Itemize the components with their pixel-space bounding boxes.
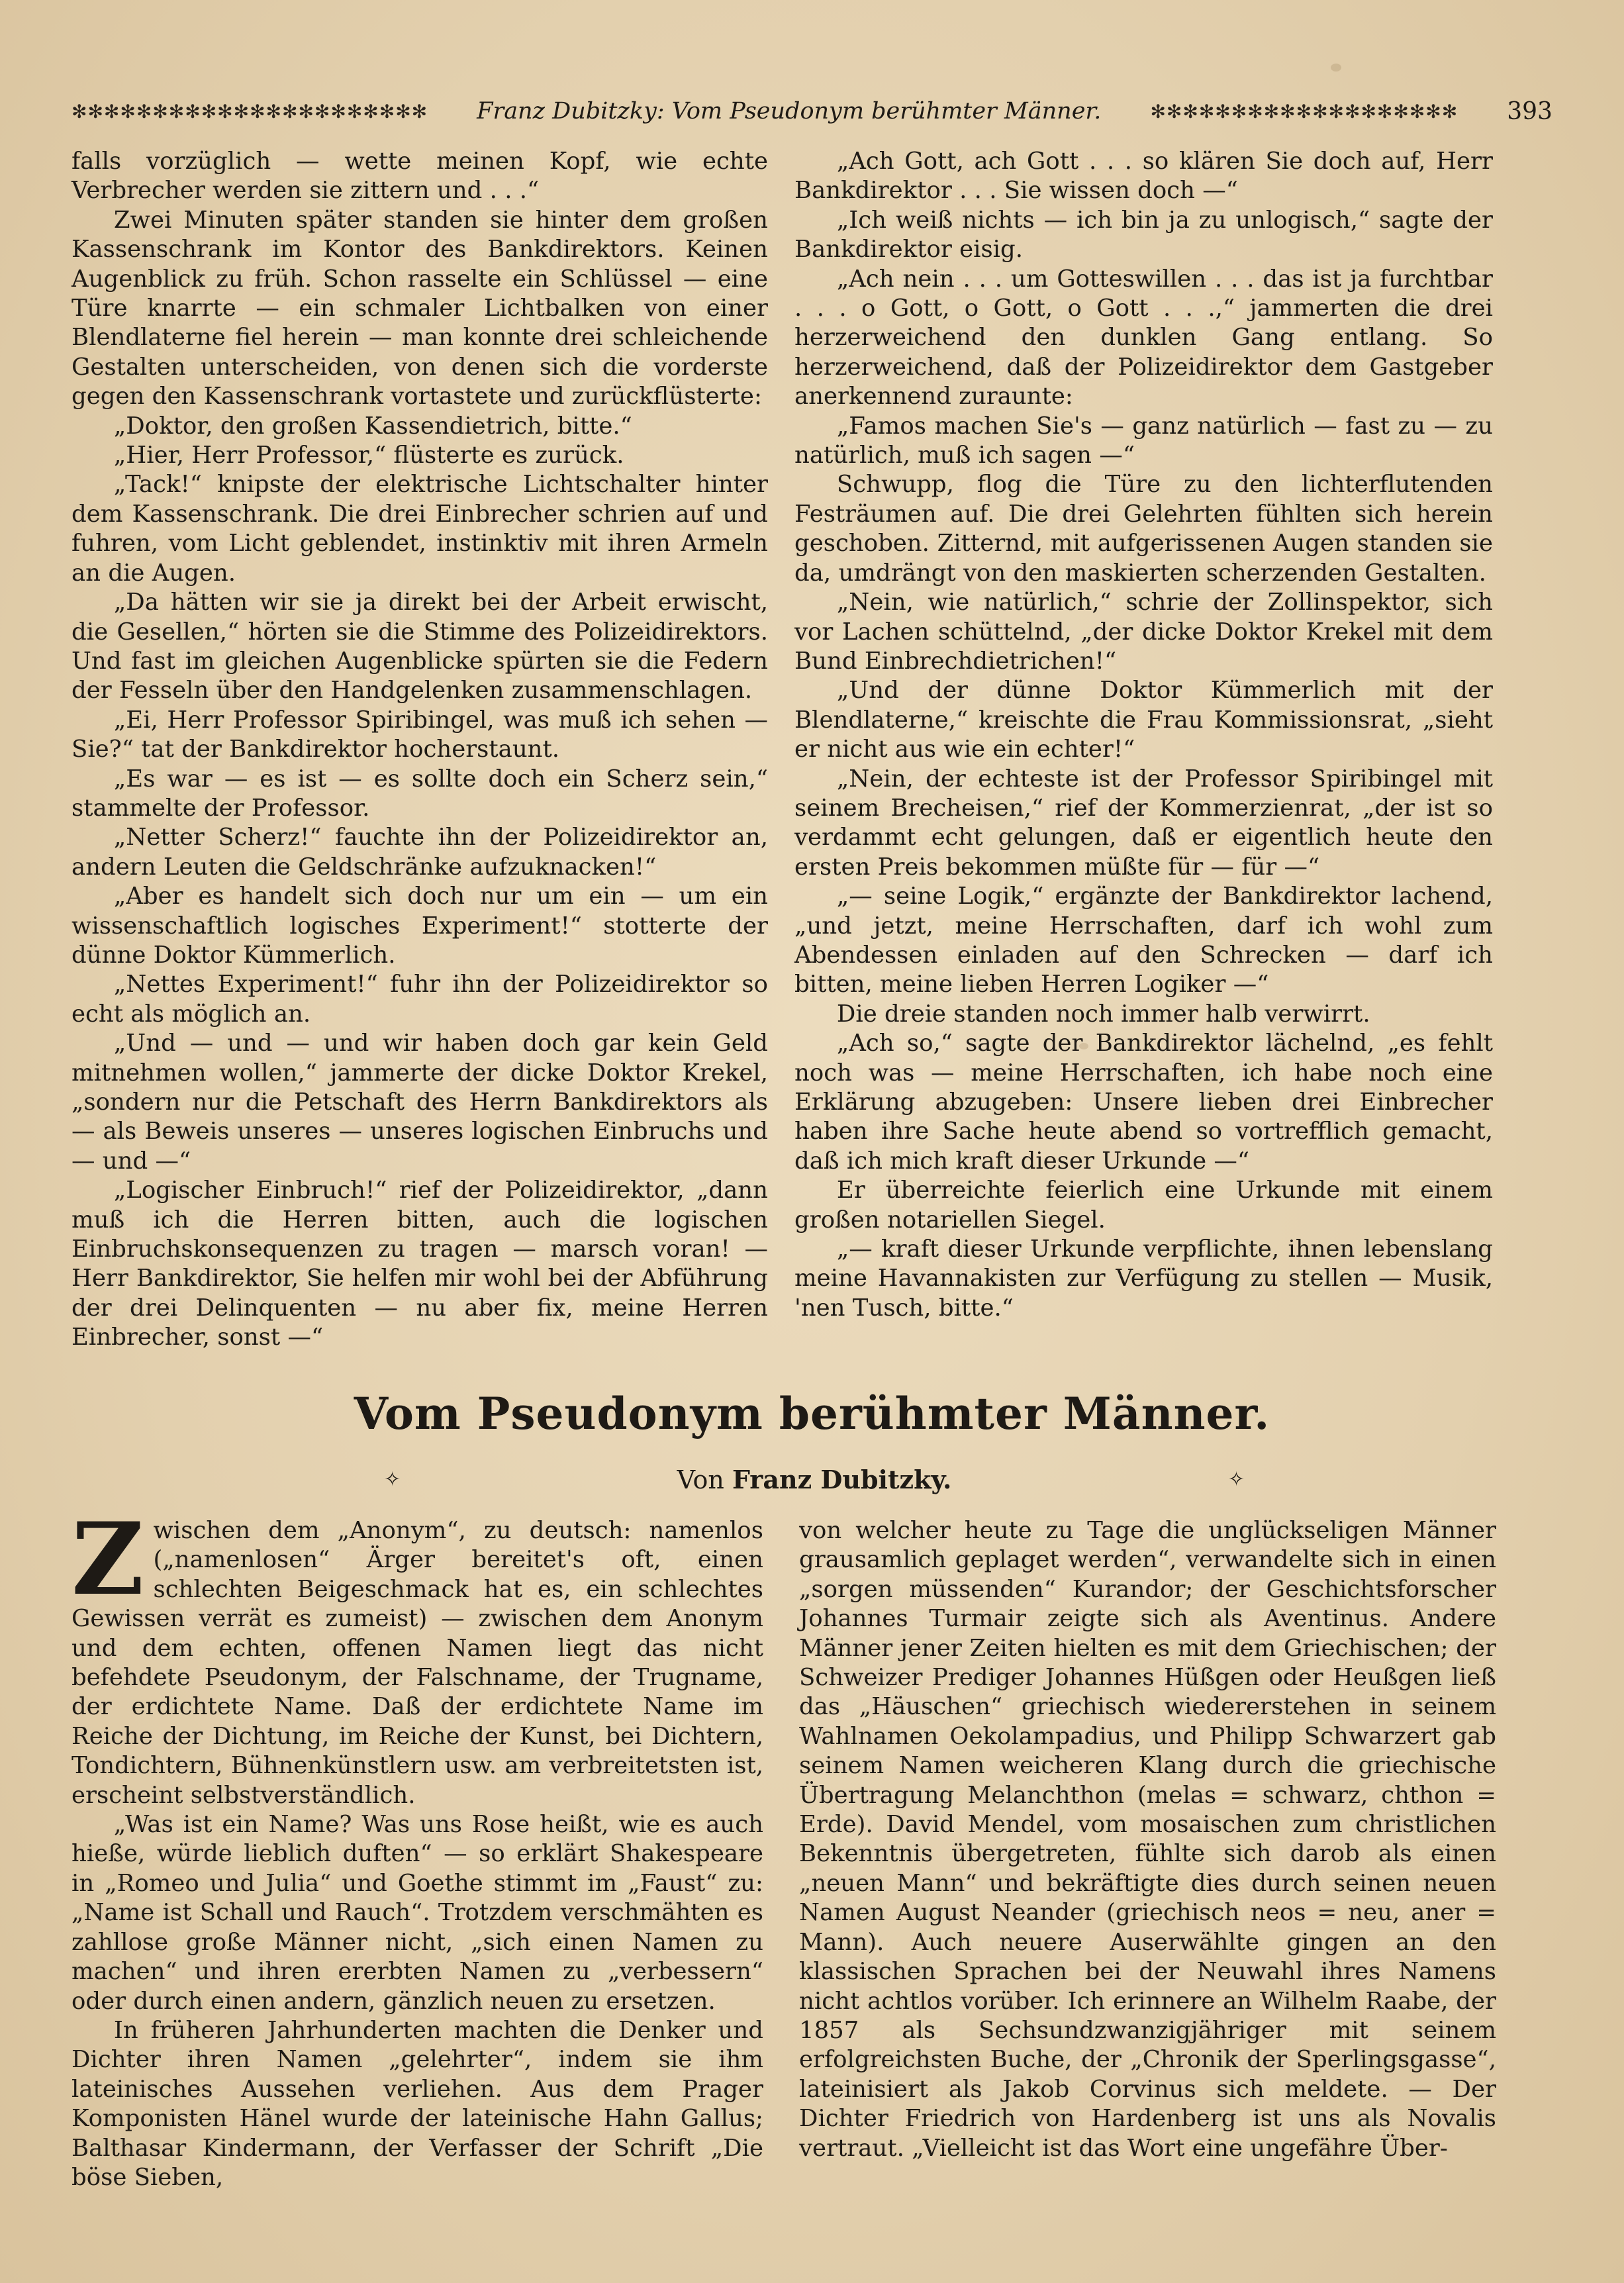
paragraph: „Es war — es ist — es sollte doch ein Scherz sein,“ stammelte der Professor. <box>72 765 768 822</box>
byline-text <box>677 1465 952 1494</box>
author-name: Franz Dubitzky. <box>732 1464 952 1494</box>
paragraph: „Doktor, den großen Kassendietrich, bitte.“ <box>113 412 632 440</box>
header-ornament-right: ✻✻✻✻✻✻✻✻✻✻✻✻✻✻✻✻✻✻✻ <box>1150 100 1458 122</box>
paragraph: „Tack!“ knipste der elektrische Lichtschalter hinter dem Kassenschrank. Die drei Einbrecher schrien auf und fuhren, vom Licht geblendet, instinktiv mit ihren Armeln an die Augen. <box>72 471 768 587</box>
paragraph: In früheren Jahrhunderten machten die Denker und Dichter ihren Namen „gelehrter“, indem sie ihm lateinisches Aussehen verliehen. Aus dem Prager Komponisten Hänel wurde der lateinische Hahn Gallus; Balthasar Kindermann, der Verfasser der Schrift „Die böse Sieben, <box>72 2016 763 2191</box>
page-number: 393 <box>1507 97 1552 125</box>
article-column-left <box>72 1501 763 2192</box>
paragraph: Zwei Minuten später standen sie hinter dem großen Kassenschrank im Kontor des Bankdirektors. Keinen Augenblick zu früh. Schon rasselte ein Schlüssel — eine Türe knarrte — ein schmaler Lichtbalken von einer Blendlaterne fiel herein — man konnte drei schleichende Gestalten unterscheiden, von denen sich die vorderste gegen den Kassenschrank vortastete und zurückflüsterte: <box>72 206 768 411</box>
paragraph: Schwupp, flog die Türe zu den lichterflutenden Festräumen auf. Die drei Gelehrten fühlten sich herein geschoben. Zitternd, mit aufgerissenen Augen standen sie da, umdrängt von den maskierten scherzenden Gestalten. <box>794 471 1493 587</box>
paper-stain <box>1331 64 1341 72</box>
paragraph: „Aber es handelt sich doch nur um ein — um ein wissenschaftlich logisches Experiment!“ stotterte der dünne Doktor Kümmerlich. <box>72 883 768 969</box>
paragraph: „Famos machen Sie's — ganz natürlich — fast zu — zu natürlich, muß ich sagen —“ <box>794 412 1493 469</box>
article-title: Vom Pseudonym berühmter Männer. <box>354 1388 1270 1439</box>
running-header <box>72 93 1552 130</box>
ornament-diamond-right: ✧ <box>1227 1467 1245 1491</box>
paragraph: „Und der dünne Doktor Kümmerlich mit der Blendlaterne,“ kreischte die Frau Kommissionsrat, „sieht er nicht aus wie ein echter!“ <box>794 677 1493 763</box>
story-column-right <box>794 147 1493 1323</box>
paragraph: „Ach so,“ sagte der Bankdirektor lächelnd, „es fehlt noch was — meine Herrschaften, ich habe noch eine Erklärung abzugeben: Unsere lieben drei Einbrecher haben ihre Sache heute abend so vortrefflich gemacht, daß ich mich kraft dieser Urkunde —“ <box>794 1030 1493 1175</box>
first-paragraph-text: wischen dem „Anonym“, zu deutsch: namenlos („namenlosen“ Ärger bereitet's oft, einen schlechten Beigeschmack hat es, ein schlechtes Gewissen verrät es zumeist) — zwischen dem Anonym und dem echten, offenen Namen liegt das nicht befehdete Pseudonym, der Falschname, der Trugname, der erdichtete Name. Daß der erdichtete Name im Reiche der Dichtung, im Reiche der Kunst, bei Dichtern, Tondichtern, Bühnenkünstlern usw. am verbreitetsten ist, erscheint selbstverständlich. <box>72 1517 763 1809</box>
paragraph: „Was ist ein Name? Was uns Rose heißt, wie es auch hieße, würde lieblich duften“ — so erklärt Shakespeare in „Romeo und Julia“ und Goethe stimmt im „Faust“ zu: „Name ist Schall und Rauch“. Trotzdem verschmähten es zahllose große Männer nicht, „sich einen Namen zu machen“ und ihren ererbten Namen zu „verbessern“ oder durch einen andern, gänzlich neuen zu ersetzen. <box>72 1811 763 2015</box>
paragraph: von welcher heute zu Tage die unglückseligen Männer grausamlich geplaget werden“, verwandelte sich in einen „sorgen müssenden“ Kurandor; der Geschichtsforscher Johannes Turmair zeigte sich als Aventinus. Andere Männer jener Zeiten hielten es mit dem Griechischen; der Schweizer Prediger Johannes Hüßgen oder Heußgen ließ das „Häuschen“ griechisch wiedererstehen in seinem Wahlnamen Oekolampadius, und Philipp Schwarzert gab seinem Namen weicheren Klang durch die griechische Übertragung Melanchthon (melas = schwarz, chthon = Erde). David Mendel, vom mosaischen zum christlichen Bekenntnis übergetreten, fühlte sich darob als einen „neuen Mann“ und bekräftigte dies durch seinen neuen Namen August Neander (griechisch neos = neu, aner = Mann). Auch neuere Auserwählte gingen an den klassischen Sprachen bei der Neuwahl ihres Namens nicht achtlos vorüber. Ich erinnere an Wilhelm Raabe, der 1857 als Sechsundzwanzigjähriger mit seinem erfolgreichsten Buche, der „Chronik der Sperlingsgasse“, lateinisiert als Jakob Corvinus sich meldete. — Der Dichter Friedrich von Hardenberg ist uns als Novalis vertraut. „Vielleicht ist das Wort eine ungefähre Über- <box>799 1517 1496 2162</box>
paragraph: „Nettes Experiment!“ fuhr ihn der Polizeidirektor so echt als möglich an. <box>72 971 768 1028</box>
paragraph: Er überreichte feierlich eine Urkunde mit einem großen notariellen Siegel. <box>794 1177 1493 1234</box>
paragraph: „Netter Scherz!“ fauchte ihn der Polizeidirektor an, andern Leuten die Geldschränke aufzuknacken!“ <box>72 824 768 881</box>
paragraph: „Ach nein . . . um Gotteswillen . . . das ist ja furchtbar . . . o Gott, o Gott, o Gott . . .,“ jammerten die drei herzerweichend den dunklen Gang entlang. So herzerweichend, daß der Polizeidirektor dem Gastgeber anerkennend zuraunte: <box>794 265 1493 411</box>
drop-cap: Z <box>72 1501 144 1618</box>
first-paragraph <box>72 1501 763 1810</box>
paragraph: „Ich weiß nichts — ich bin ja zu unlogisch,“ sagte der Bankdirektor eisig. <box>794 206 1493 264</box>
paragraph: „Nein, wie natürlich,“ schrie der Zollinspektor, sich vor Lachen schüttelnd, „der dicke Doktor Krekel mit dem Bund Einbrechdietrichen!“ <box>794 589 1493 675</box>
paragraph: „— kraft dieser Urkunde verpflichte, ihnen lebenslang meine Havannakisten zur Verfügung zu stellen — Musik, 'nen Tusch, bitte.“ <box>794 1236 1493 1322</box>
paragraph: „Ach Gott, ach Gott . . . so klären Sie doch auf, Herr Bankdirektor . . . Sie wissen doch —“ <box>794 148 1493 205</box>
byline-prefix: Von <box>677 1465 724 1494</box>
byline <box>384 1459 1245 1499</box>
paragraph: „Da hätten wir sie ja direkt bei der Arbeit erwischt, die Gesellen,“ hörten sie die Stimme des Polizeidirektors. Und fast im gleichen Augenblicke spürten sie die Federn der Fesseln über den Handgelenken zusammenschlagen. <box>72 589 768 704</box>
running-title: Franz Dubitzky: Vom Pseudonym berühmter Männer. <box>477 98 1102 124</box>
paragraph: falls vorzüglich — wette meinen Kopf, wie echte Verbrecher werden sie zittern und . . .“ <box>72 148 768 205</box>
paragraph: Die dreie standen noch immer halb verwirrt. <box>836 1000 1370 1028</box>
article-column-right <box>799 1516 1496 2163</box>
paragraph: „— seine Logik,“ ergänzte der Bankdirektor lachend, „und jetzt, meine Herrschaften, darf ich wohl zum Abendessen einladen auf den Schrecken — darf ich bitten, meine lieben Herren Logiker —“ <box>794 883 1493 998</box>
story-column-left <box>72 147 768 1353</box>
paragraph: „Hier, Herr Professor,“ flüsterte es zurück. <box>113 442 624 469</box>
paragraph: „Und — und — und wir haben doch gar kein Geld mitnehmen wollen,“ jammerte der dicke Doktor Krekel, „sondern nur die Petschaft des Herrn Bankdirektors als — als Beweis unseres — unseres logischen Einbruchs und — und —“ <box>72 1030 768 1175</box>
ornament-diamond-left: ✧ <box>384 1467 401 1491</box>
paragraph: „Ei, Herr Professor Spiribingel, was muß ich sehen — Sie?“ tat der Bankdirektor hocherstaunt. <box>72 706 768 763</box>
paragraph: „Logischer Einbruch!“ rief der Polizeidirektor, „dann muß ich die Herren bitten, auch die logischen Einbruchskonsequenzen zu tragen — marsch voran! — Herr Bankdirektor, Sie helfen mir wohl bei der Abführung der drei Delinquenten — nu aber fix, meine Herren Einbrecher, sonst —“ <box>72 1177 768 1351</box>
paragraph: „Nein, der echteste ist der Professor Spiribingel mit seinem Brecheisen,“ rief der Kommerzienrat, „der ist so verdammt echt gelungen, daß er eigentlich heute den ersten Preis bekommen müßte für — für —“ <box>794 765 1493 881</box>
header-ornament-left: ✻✻✻✻✻✻✻✻✻✻✻✻✻✻✻✻✻✻✻✻✻✻ <box>72 100 428 122</box>
